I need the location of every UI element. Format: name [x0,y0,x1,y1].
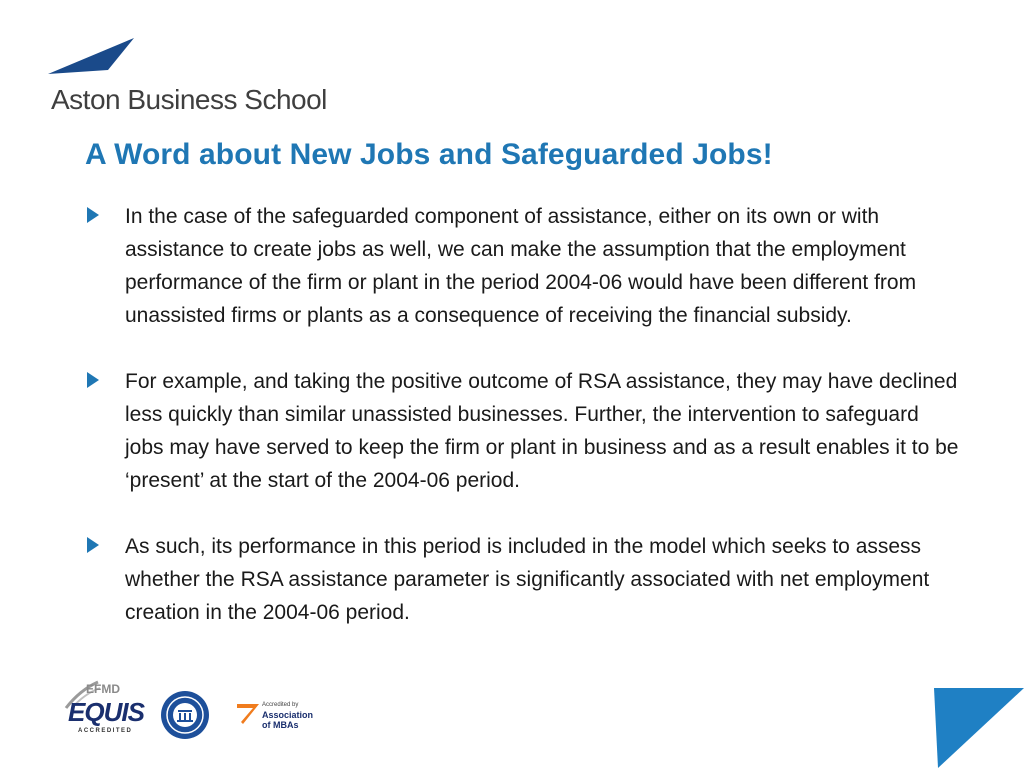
aacsb-seal-icon [160,690,210,740]
corner-triangle-icon [934,688,1024,768]
amba-line1: Accredited by [262,702,299,708]
list-item [87,365,962,497]
bullet-text: In the case of the safeguarded component of assistance, either on its own or with assistance to create jobs as well, we can make the assumption that the employment performance of the firm or plant in the period 2004-06 would have been different from unassisted firms or plants as a consequence of receiving the financial subsidy. [125,205,917,327]
aston-logo [48,36,348,116]
slide-title: A Word about New Jobs and Safeguarded Jobs! [85,138,773,171]
list-item [87,200,962,332]
bullet-arrow-icon [87,200,125,228]
amba-badge [235,698,325,738]
bullet-text: For example, and taking the positive outcome of RSA assistance, they may have declined less quickly than similar unassisted businesses. Further, the intervention to safeguard jobs may have served to keep the firm or plant in business and as a result enables it to be ‘present’ at the start of the 2004-06 period. [125,370,959,492]
efmd-label: EFMD [86,682,120,696]
bullet-list [87,200,962,662]
list-item [87,530,962,629]
bullet-arrow-icon [87,365,125,393]
equis-badge [50,680,144,740]
equis-label: EQUIS [68,697,144,727]
amba-line2: Association [262,710,314,720]
amba-line3: of MBAs [262,720,299,730]
bullet-arrow-icon [87,530,125,558]
accredited-label: ACCREDITED [78,728,133,734]
logo-triangle-icon [48,36,138,84]
amba-arrow-icon [235,700,261,726]
logo-wordmark: Aston Business School [51,84,327,115]
bullet-text: As such, its performance in this period is included in the model which seeks to assess whether the RSA assistance parameter is significantly associated with net employment creation in the 2004-06 period. [125,535,930,624]
